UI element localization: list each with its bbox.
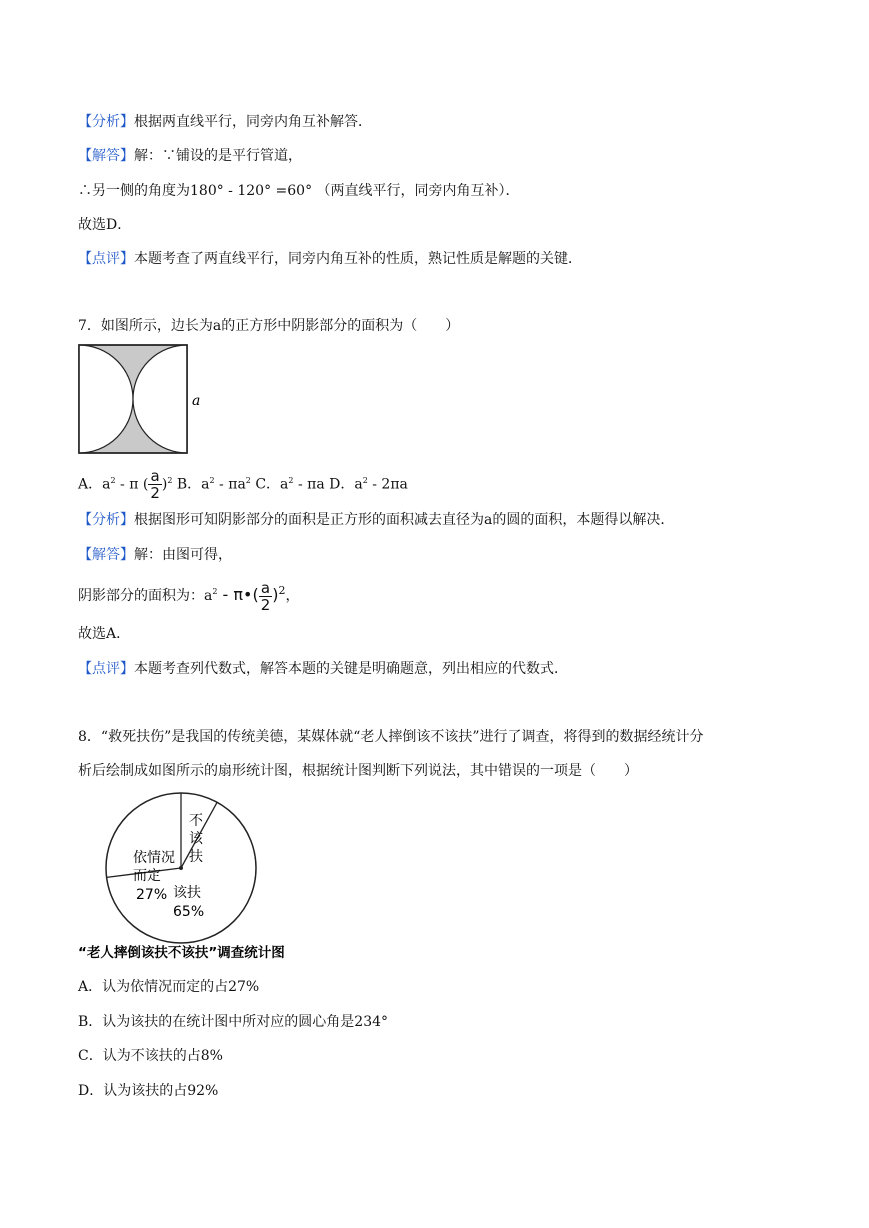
solution-intro: 解：∵铺设的是平行管道， [134,148,302,164]
pie-label-depends-1: 依情况 [133,850,175,866]
q8-question-line1: 8．“救死扶伤”是我国的传统美德，某媒体就“老人摔倒该不该扶”进行了调查，将得到的数据经统计分 [78,729,704,745]
analysis-text: 根据两直线平行，同旁内角互补解答． [134,114,372,130]
q7-choose: 故选A． [78,626,131,642]
q7-comment [78,659,568,679]
q8-option-a: A．认为依情况而定的占27% [78,979,260,995]
q7-shaded-area: 阴影部分的面积为：$a^2$ - π•( $\frac{a}{2}$ )$^2$， [78,578,300,614]
q7-options: A．$a^2$ - π ( $\frac{a}{2}$ )$^2$ B．$a^2 - \pi a^2$ C．$a^2$ - πa D．$a^2 - 2\pi a$ [78,467,408,502]
pie-label-depends-2: 而定 [133,868,161,884]
fraction-a-over-2: $\frac{a}{2}$ [150,467,160,502]
solution-intro: 解：由图可得， [134,547,232,563]
fraction-a-over-2: $\frac{a}{2}$ [260,578,271,614]
q8-option-c: C．认为不该扶的占8% [78,1048,223,1064]
q7-question: 7．如图所示，边长为a的正方形中阴影部分的面积为（ ） [78,318,460,334]
q8-question-line2: 析后绘制成如图所示的扇形统计图，根据统计图判断下列说法，其中错误的一项是（ ） [78,763,638,779]
comment-text: 本题考查了两直线平行，同旁内角互补的性质，熟记性质是解题的关键． [134,251,582,267]
q6-choose: 故选D． [78,217,132,233]
q6-analysis [78,112,372,132]
side-label-a: a [192,393,201,409]
pie-label-not-help-1: 不 [189,813,203,829]
pie-label-not-help-2: 该 [189,831,203,847]
q8-option-b: B．认为该扶的在统计图中所对应的圆心角是234° [78,1014,389,1030]
q6-solution-step: ∴另一侧的角度为180° - 120° =60° （两直线平行，同旁内角互补）． [78,183,520,199]
analysis-tag: 【分析】 [78,512,134,528]
pie-label-depends-3: 27% [136,887,168,903]
q7-analysis [78,510,674,530]
solution-tag: 【解答】 [78,547,134,563]
pie-caption: “老人摔倒该扶不该扶”调查统计图 [78,945,285,961]
pie-label-not-help-3: 扶 [189,849,203,865]
q8-pie-chart [78,792,318,964]
comment-text: 本题考查列代数式，解答本题的关键是明确题意，列出相应的代数式． [134,661,568,677]
q7-solution [78,545,232,565]
pie-center-dot [179,866,183,870]
comment-tag: 【点评】 [78,251,134,267]
option-d-text: - πa D．a [293,476,363,493]
q6-solution [78,146,302,166]
option-c-text: C．a [250,476,289,493]
analysis-tag: 【分析】 [78,114,134,130]
analysis-text: 根据图形可知阴影部分的面积是正方形的面积减去直径为a的圆的面积，本题得以解决． [134,512,675,528]
option-a-text: A．a [78,476,111,493]
comment-tag: 【点评】 [78,661,134,677]
pie-label-help-1: 该扶 [173,885,201,901]
q8-option-d: D．认为该扶的占92% [78,1083,219,1099]
pie-label-help-2: 65% [173,904,205,920]
q7-square-figure [78,344,208,456]
solution-tag: 【解答】 [78,148,134,164]
q6-comment [78,249,582,269]
option-b-text: B．a [172,476,210,493]
